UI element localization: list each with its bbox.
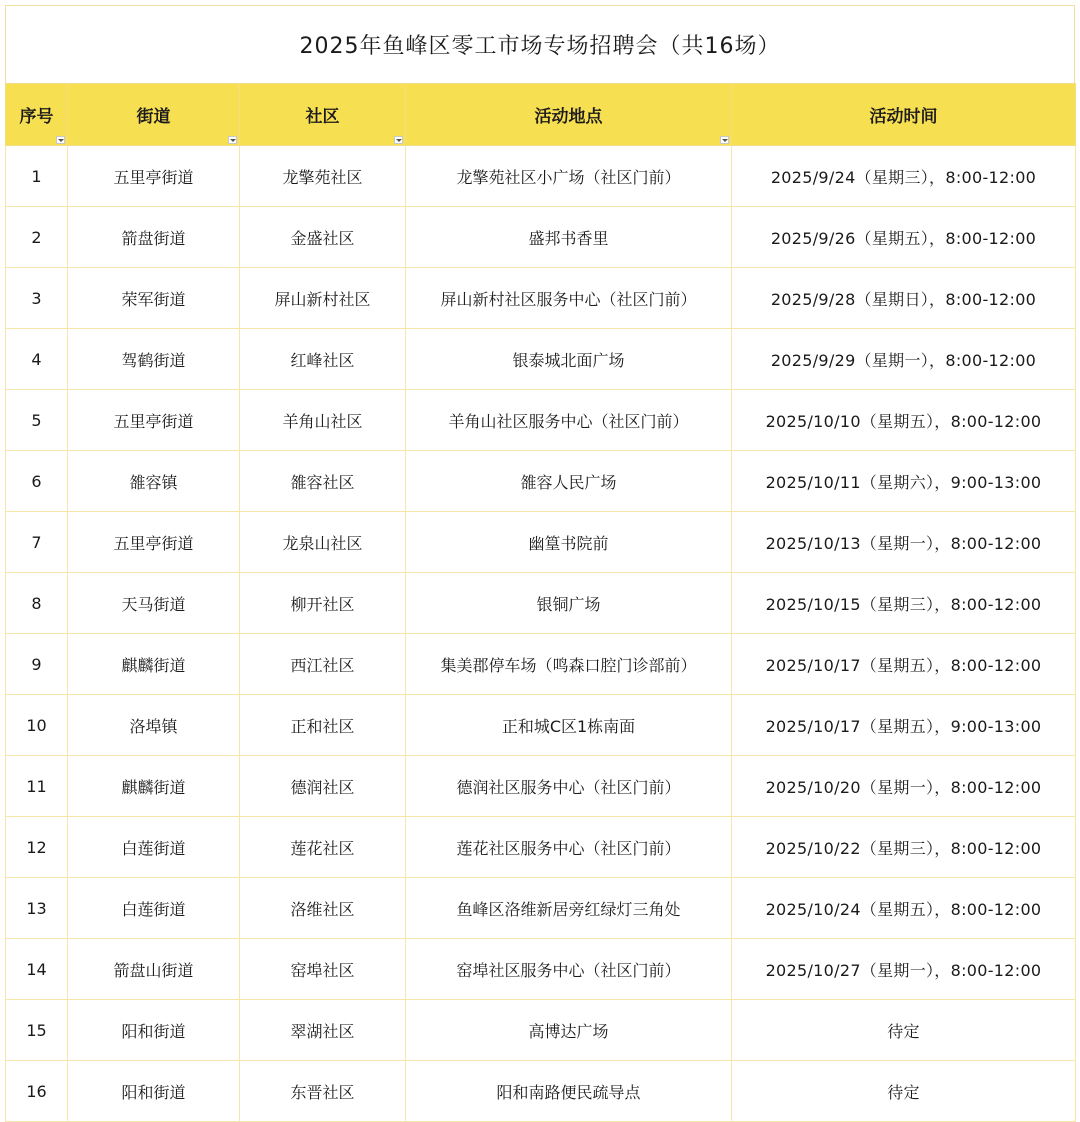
filter-dropdown-icon[interactable] — [720, 136, 729, 144]
cell-time[interactable]: 2025/10/15（星期三），8:00-12:00 — [732, 573, 1076, 634]
table-row — [6, 1000, 1076, 1061]
cell-time[interactable]: 2025/10/27（星期一），8:00-12:00 — [732, 939, 1076, 1000]
cell-community[interactable]: 龙泉山社区 — [240, 512, 406, 573]
cell-community[interactable]: 柳开社区 — [240, 573, 406, 634]
table-row — [6, 390, 1076, 451]
cell-no[interactable]: 4 — [6, 329, 68, 390]
header-label: 活动时间 — [869, 107, 938, 127]
cell-no[interactable]: 6 — [6, 451, 68, 512]
filter-dropdown-icon[interactable] — [394, 136, 403, 144]
cell-street[interactable]: 荣军街道 — [68, 268, 240, 329]
cell-time[interactable]: 2025/10/20（星期一），8:00-12:00 — [732, 756, 1076, 817]
header-label: 活动地点 — [534, 107, 603, 127]
cell-street[interactable]: 阳和街道 — [68, 1000, 240, 1061]
cell-place[interactable]: 鱼峰区洛维新居旁红绿灯三角处 — [406, 878, 732, 939]
page-title: 2025年鱼峰区零工市场专场招聘会（共16场） — [5, 5, 1075, 83]
table-row — [6, 573, 1076, 634]
cell-street[interactable]: 洛埠镇 — [68, 695, 240, 756]
table-row — [6, 939, 1076, 1000]
cell-no[interactable]: 8 — [6, 573, 68, 634]
cell-street[interactable]: 箭盘街道 — [68, 207, 240, 268]
cell-time[interactable]: 待定 — [732, 1000, 1076, 1061]
cell-time[interactable]: 2025/10/11（星期六），9:00-13:00 — [732, 451, 1076, 512]
cell-community[interactable]: 正和社区 — [240, 695, 406, 756]
cell-time[interactable]: 2025/10/17（星期五），8:00-12:00 — [732, 634, 1076, 695]
cell-community[interactable]: 龙擎苑社区 — [240, 146, 406, 207]
cell-community[interactable]: 雒容社区 — [240, 451, 406, 512]
cell-community[interactable]: 德润社区 — [240, 756, 406, 817]
cell-time[interactable]: 2025/10/10（星期五），8:00-12:00 — [732, 390, 1076, 451]
schedule-table — [5, 83, 1076, 1122]
table-row — [6, 634, 1076, 695]
cell-street[interactable]: 麒麟街道 — [68, 756, 240, 817]
header-cell-community — [240, 84, 406, 146]
cell-no[interactable]: 3 — [6, 268, 68, 329]
filter-dropdown-icon[interactable] — [228, 136, 237, 144]
cell-place[interactable]: 幽篁书院前 — [406, 512, 732, 573]
header-cell-street — [68, 84, 240, 146]
header-row — [6, 84, 1076, 146]
cell-community[interactable]: 屏山新村社区 — [240, 268, 406, 329]
cell-place[interactable]: 窑埠社区服务中心（社区门前） — [406, 939, 732, 1000]
cell-street[interactable]: 麒麟街道 — [68, 634, 240, 695]
table-row — [6, 878, 1076, 939]
cell-time[interactable]: 2025/10/24（星期五），8:00-12:00 — [732, 878, 1076, 939]
table-row — [6, 1061, 1076, 1122]
table-row — [6, 817, 1076, 878]
cell-time[interactable]: 2025/10/13（星期一），8:00-12:00 — [732, 512, 1076, 573]
table-row — [6, 146, 1076, 207]
cell-no[interactable]: 12 — [6, 817, 68, 878]
cell-place[interactable]: 高博达广场 — [406, 1000, 732, 1061]
cell-street[interactable]: 五里亭街道 — [68, 390, 240, 451]
cell-place[interactable]: 银铜广场 — [406, 573, 732, 634]
table-row — [6, 512, 1076, 573]
cell-street[interactable]: 箭盘山街道 — [68, 939, 240, 1000]
header-cell-no — [6, 84, 68, 146]
cell-community[interactable]: 西江社区 — [240, 634, 406, 695]
cell-time[interactable]: 2025/9/28（星期日），8:00-12:00 — [732, 268, 1076, 329]
cell-place[interactable]: 龙擎苑社区小广场（社区门前） — [406, 146, 732, 207]
header-cell-place — [406, 84, 732, 146]
header-label: 社区 — [305, 107, 340, 127]
cell-street[interactable]: 阳和街道 — [68, 1061, 240, 1122]
cell-community[interactable]: 翠湖社区 — [240, 1000, 406, 1061]
cell-street[interactable]: 白莲街道 — [68, 817, 240, 878]
cell-time[interactable]: 2025/10/22（星期三），8:00-12:00 — [732, 817, 1076, 878]
cell-street[interactable]: 五里亭街道 — [68, 512, 240, 573]
header-label: 街道 — [136, 107, 171, 127]
cell-time[interactable]: 2025/9/24（星期三），8:00-12:00 — [732, 146, 1076, 207]
cell-no[interactable]: 15 — [6, 1000, 68, 1061]
cell-community[interactable]: 金盛社区 — [240, 207, 406, 268]
cell-no[interactable]: 14 — [6, 939, 68, 1000]
table-row — [6, 329, 1076, 390]
table-row — [6, 756, 1076, 817]
table-row — [6, 695, 1076, 756]
cell-street[interactable]: 白莲街道 — [68, 878, 240, 939]
cell-no[interactable]: 16 — [6, 1061, 68, 1122]
cell-no[interactable]: 11 — [6, 756, 68, 817]
table-row — [6, 451, 1076, 512]
cell-community[interactable]: 羊角山社区 — [240, 390, 406, 451]
filter-dropdown-icon[interactable] — [56, 136, 65, 144]
cell-place[interactable]: 德润社区服务中心（社区门前） — [406, 756, 732, 817]
cell-place[interactable]: 正和城C区1栋南面 — [406, 695, 732, 756]
cell-place[interactable]: 莲花社区服务中心（社区门前） — [406, 817, 732, 878]
cell-no[interactable]: 10 — [6, 695, 68, 756]
cell-place[interactable]: 银泰城北面广场 — [406, 329, 732, 390]
cell-street[interactable]: 雒容镇 — [68, 451, 240, 512]
cell-street[interactable]: 五里亭街道 — [68, 146, 240, 207]
cell-community[interactable]: 莲花社区 — [240, 817, 406, 878]
cell-street[interactable]: 驾鹤街道 — [68, 329, 240, 390]
cell-place[interactable]: 阳和南路便民疏导点 — [406, 1061, 732, 1122]
table-row — [6, 268, 1076, 329]
header-cell-time — [732, 84, 1076, 146]
cell-no[interactable]: 1 — [6, 146, 68, 207]
cell-place[interactable]: 雒容人民广场 — [406, 451, 732, 512]
cell-community[interactable]: 红峰社区 — [240, 329, 406, 390]
cell-time[interactable]: 待定 — [732, 1061, 1076, 1122]
cell-no[interactable]: 7 — [6, 512, 68, 573]
cell-place[interactable]: 屏山新村社区服务中心（社区门前） — [406, 268, 732, 329]
cell-community[interactable]: 洛维社区 — [240, 878, 406, 939]
header-label: 序号 — [19, 107, 54, 127]
cell-place[interactable]: 盛邦书香里 — [406, 207, 732, 268]
cell-place[interactable]: 羊角山社区服务中心（社区门前） — [406, 390, 732, 451]
cell-time[interactable]: 2025/9/26（星期五），8:00-12:00 — [732, 207, 1076, 268]
cell-street[interactable]: 天马街道 — [68, 573, 240, 634]
cell-time[interactable]: 2025/10/17（星期五），9:00-13:00 — [732, 695, 1076, 756]
cell-no[interactable]: 2 — [6, 207, 68, 268]
table-row — [6, 207, 1076, 268]
cell-no[interactable]: 13 — [6, 878, 68, 939]
cell-no[interactable]: 9 — [6, 634, 68, 695]
cell-place[interactable]: 集美郡停车场（鸣森口腔门诊部前） — [406, 634, 732, 695]
spreadsheet — [5, 5, 1075, 1122]
cell-community[interactable]: 东晋社区 — [240, 1061, 406, 1122]
cell-time[interactable]: 2025/9/29（星期一），8:00-12:00 — [732, 329, 1076, 390]
cell-community[interactable]: 窑埠社区 — [240, 939, 406, 1000]
cell-no[interactable]: 5 — [6, 390, 68, 451]
